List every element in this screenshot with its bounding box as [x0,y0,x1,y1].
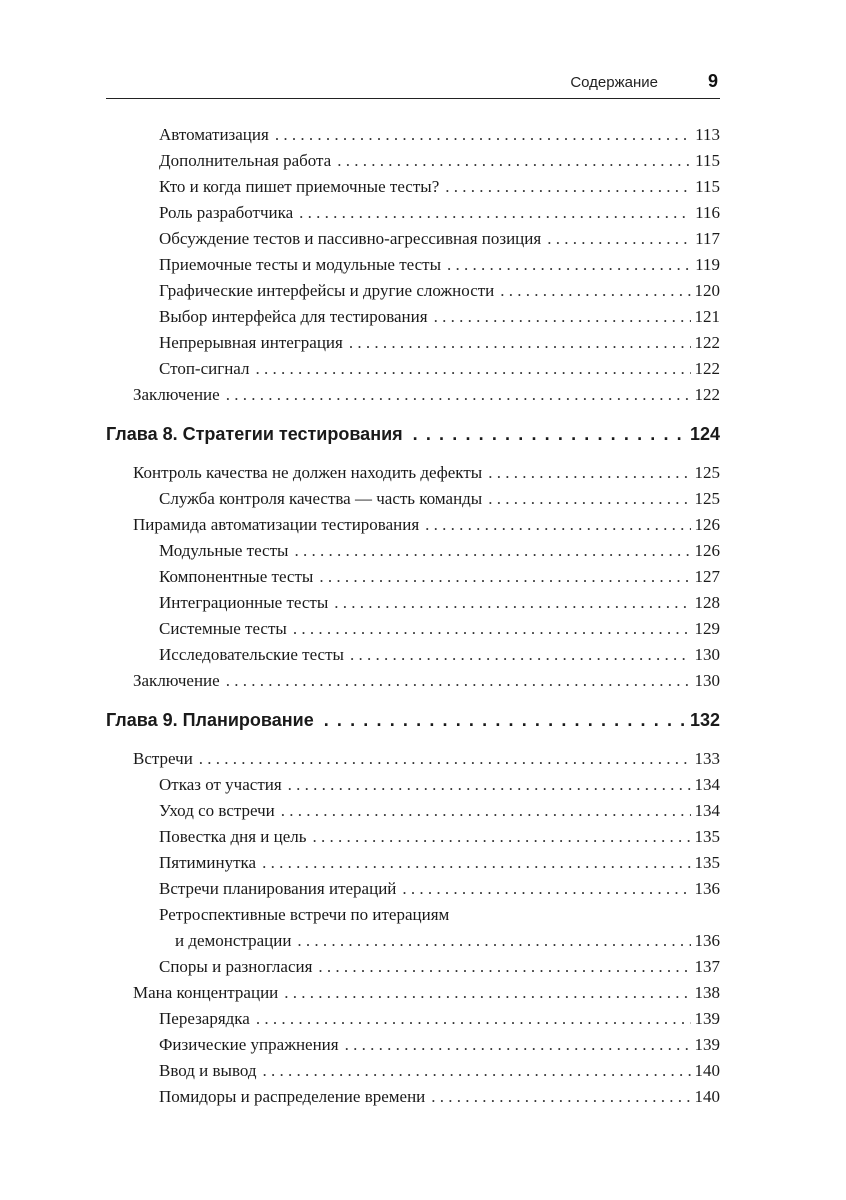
dot-leader [256,1006,691,1032]
toc-entry-title: Уход со встречи [159,801,275,820]
toc-entry-title: Пирамида автоматизации тестирования [133,515,420,534]
dot-leader [349,330,691,356]
dot-leader [263,1058,691,1084]
toc-entry [106,668,720,694]
toc-entry-page: 121 [694,307,720,326]
toc-entry [106,980,720,1006]
table-of-contents [106,122,720,1110]
running-header [106,70,720,99]
toc-entry [106,616,720,642]
toc-entry-page: 135 [694,827,720,846]
dot-leader [324,707,684,733]
toc-entry-page: 120 [694,281,720,300]
page-number: 9 [707,71,718,91]
dot-leader [262,850,690,876]
dot-leader [297,928,690,954]
toc-chapter-heading [106,421,720,447]
toc-entry-title: Выбор интерфейса для тестирования [159,307,428,326]
toc-entry-page: 134 [694,775,720,794]
toc-entry [106,876,720,902]
toc-entry-page: 140 [694,1061,720,1080]
toc-entry-title: Повестка дня и цель [159,827,307,846]
toc-entry [106,590,720,616]
toc-entry-page: 130 [694,671,720,690]
toc-entry [106,824,720,850]
toc-entry [106,330,720,356]
dot-leader [413,421,684,447]
toc-entry-page: 136 [694,931,720,950]
toc-entry [106,746,720,772]
toc-entry [106,642,720,668]
toc-entry-title: Кто и когда пишет приемочные тесты? [159,177,440,196]
dot-leader [318,954,690,980]
chapter-page: 124 [689,424,720,444]
dot-leader [313,824,691,850]
toc-entry [106,356,720,382]
toc-entry-title: Обсуждение тестов и пассивно-агрессивная позиция [159,229,542,248]
toc-entry-title: Заключение [133,385,220,404]
toc-entry-page: 129 [694,619,720,638]
toc-entry-title: Помидоры и распределение времени [159,1087,426,1106]
toc-entry [106,538,720,564]
dot-leader [500,278,690,304]
toc-entry-title: Встречи планирования итераций [159,879,397,898]
toc-chapter-heading [106,707,720,733]
toc-entry-title: Отказ от участия [159,775,282,794]
toc-entry-page: 136 [694,879,720,898]
dot-leader [350,642,691,668]
toc-entry-title: Компонентные тесты [159,567,314,586]
toc-entry-page: 115 [695,151,720,170]
toc-entry-page: 134 [694,801,720,820]
toc-entry-title: Ввод и вывод [159,1061,257,1080]
toc-entry-page: 126 [694,515,720,534]
toc-entry [106,460,720,486]
toc-entry-page: 127 [694,567,720,586]
toc-entry-page: 139 [694,1035,720,1054]
toc-entry-page: 122 [694,333,720,352]
toc-entry-title: Роль разработчика [159,203,294,222]
toc-entry [106,772,720,798]
dot-leader [337,148,691,174]
dot-leader [431,1084,690,1110]
dot-leader [488,460,690,486]
dot-leader [488,486,690,512]
toc-entry-page: 140 [694,1087,720,1106]
toc-entry-page: 117 [695,229,720,248]
dot-leader [425,512,690,538]
chapter-page: 132 [689,710,720,730]
dot-leader [226,382,691,408]
toc-entry-title-line1: Ретроспективные встречи по итерациям [159,905,450,924]
toc-entry [106,1006,720,1032]
toc-entry-page: 135 [694,853,720,872]
toc-entry-page: 122 [694,385,720,404]
toc-entry [106,174,720,200]
toc-entry-title: Перезарядка [159,1009,250,1028]
toc-entry-title: Контроль качества не должен находить дефекты [133,463,483,482]
chapter-title: Глава 9. Планирование [106,710,314,730]
running-title: Содержание [570,74,658,91]
dot-leader [319,564,690,590]
toc-entry [106,278,720,304]
toc-entry [106,304,720,330]
toc-entry [106,928,720,954]
dot-leader [547,226,691,252]
toc-entry-title: Исследовательские тесты [159,645,344,664]
toc-entry [106,252,720,278]
toc-entry-title: Дополнительная работа [159,151,332,170]
toc-entry [106,226,720,252]
toc-entry-title: Служба контроля качества — часть команды [159,489,483,508]
dot-leader [284,980,690,1006]
toc-entry-page: 128 [694,593,720,612]
toc-entry [106,122,720,148]
dot-leader [402,876,690,902]
toc-entry-title: Стоп-сигнал [159,359,250,378]
dot-leader [275,122,691,148]
toc-entry-title-line2: и демонстрации [175,931,292,950]
toc-entry [106,798,720,824]
toc-entry-page: 115 [695,177,720,196]
toc-entry-page: 137 [694,957,720,976]
toc-entry-page: 116 [695,203,720,222]
toc-entry-title: Пятиминутка [159,853,257,872]
toc-entry-page: 130 [694,645,720,664]
toc-entry-title: Модульные тесты [159,541,289,560]
toc-entry-page: 139 [694,1009,720,1028]
toc-entry-title: Физические упражнения [159,1035,339,1054]
toc-entry-title: Мана концентрации [133,983,279,1002]
toc-entry-title: Споры и разногласия [159,957,313,976]
toc-entry [106,1032,720,1058]
dot-leader [445,174,691,200]
toc-entry-title: Интеграционные тесты [159,593,329,612]
toc-entry-page: 119 [695,255,720,274]
toc-entry [106,200,720,226]
toc-entry [106,486,720,512]
dot-leader [334,590,690,616]
toc-entry-page: 122 [694,359,720,378]
toc-entry [106,1084,720,1110]
toc-entry-page: 126 [694,541,720,560]
dot-leader [281,798,691,824]
toc-entry-title: Непрерывная интеграция [159,333,343,352]
toc-entry [106,954,720,980]
toc-entry-title: Заключение [133,671,220,690]
toc-entry [106,564,720,590]
toc-entry [106,148,720,174]
toc-entry [106,902,720,928]
dot-leader [199,746,691,772]
toc-entry [106,1058,720,1084]
toc-entry-title: Графические интерфейсы и другие сложности [159,281,495,300]
dot-leader [294,538,690,564]
toc-entry-page: 133 [694,749,720,768]
dot-leader [447,252,691,278]
toc-entry-title: Системные тесты [159,619,287,638]
chapter-title: Глава 8. Стратегии тестирования [106,424,403,444]
dot-leader [226,668,691,694]
toc-entry-page: 138 [694,983,720,1002]
toc-entry-title: Автоматизация [159,125,269,144]
dot-leader [345,1032,691,1058]
toc-entry [106,850,720,876]
toc-entry-title: Приемочные тесты и модульные тесты [159,255,442,274]
dot-leader [434,304,691,330]
dot-leader [288,772,691,798]
toc-entry-page: 125 [694,463,720,482]
toc-entry [106,512,720,538]
dot-leader [255,356,690,382]
toc-entry-page: 125 [694,489,720,508]
toc-entry-title: Встречи [133,749,193,768]
dot-leader [293,616,691,642]
dot-leader [299,200,691,226]
toc-entry [106,382,720,408]
toc-entry-page: 113 [695,125,720,144]
